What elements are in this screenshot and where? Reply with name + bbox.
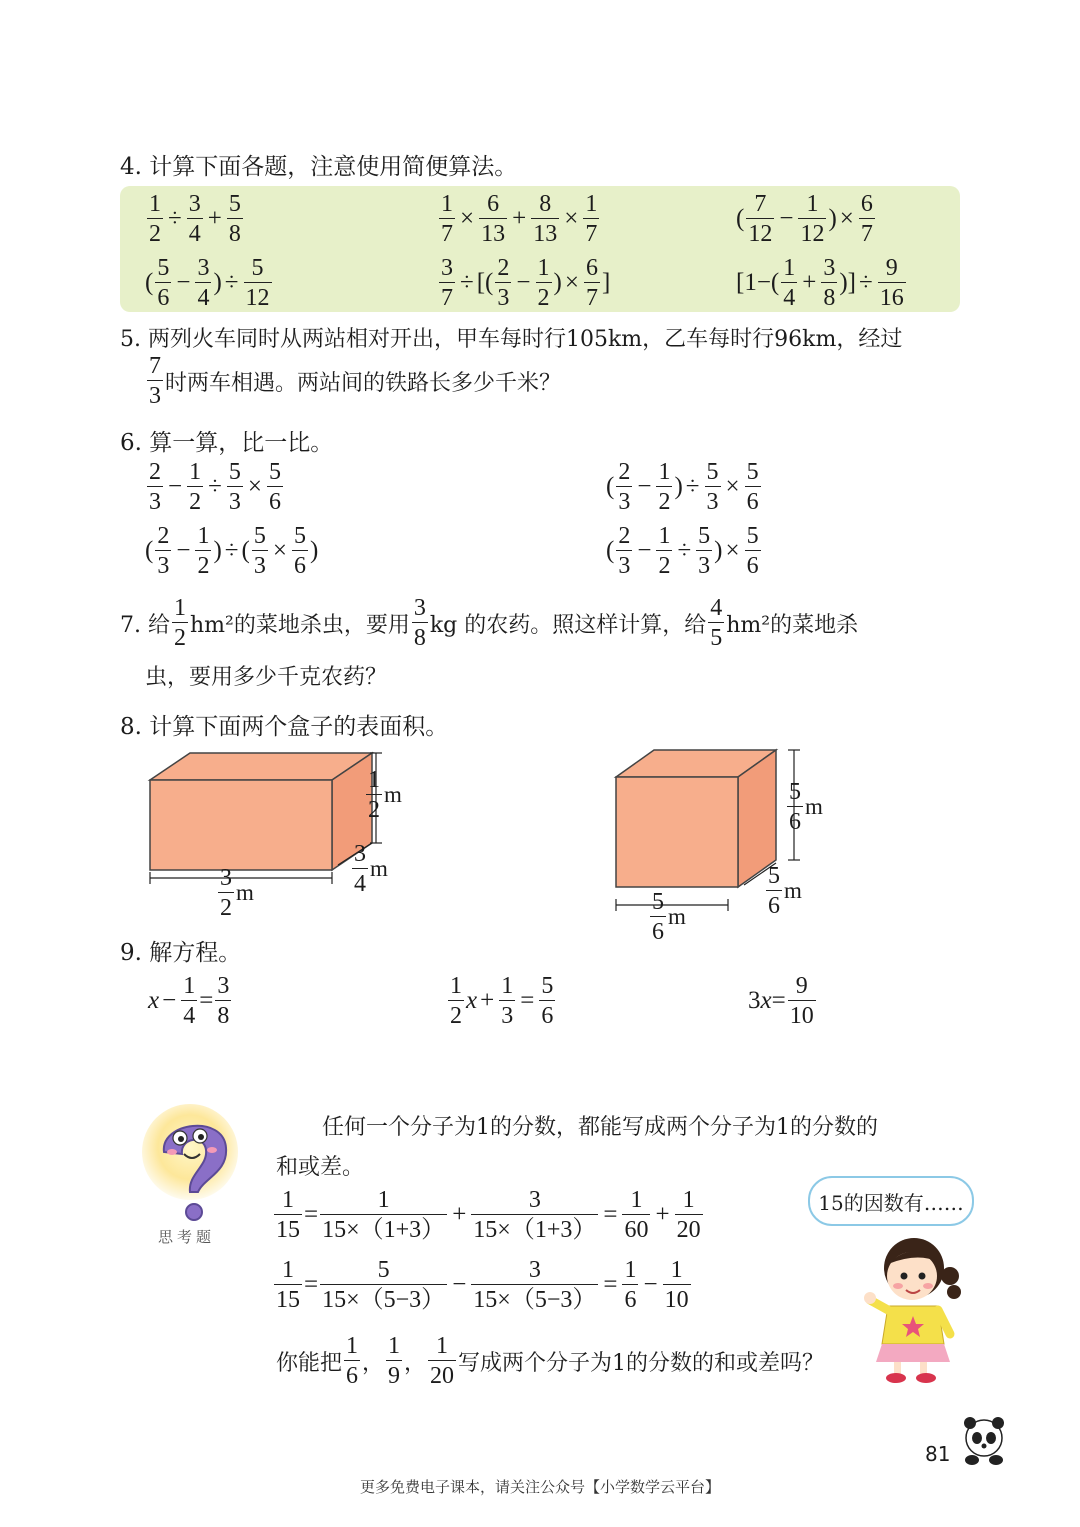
q6-title: 6. 算一算，比一比。 xyxy=(120,430,334,456)
footer-note: 更多免费电子课本，请关注公众号【小学数学云平台】 xyxy=(359,1478,720,1496)
q4-expr-3: ( $\frac{7}{12}$ − $\frac{1}{12}$ ) × $\frac{6}{7}$ xyxy=(736,191,873,247)
panda-icon xyxy=(956,1412,1012,1470)
think-question: 你能把 $\frac{1}{6}$ ， $\frac{1}{9}$ ， $\frac{1}{20}$ 写成两个分子为1的分数的和或差吗？ xyxy=(276,1333,825,1389)
q4-expr-1: $\frac{1}{2}$ ÷ $\frac{3}{4}$ + $\frac{5}{8}$ xyxy=(149,191,241,247)
box-2-width-label: $\frac{5}{6}$ m xyxy=(768,863,802,919)
box-2-height-label: $\frac{5}{6}$ m xyxy=(789,779,823,835)
box-1-height-label: $\frac{1}{2}$ m xyxy=(368,767,402,823)
page-number: 81 xyxy=(925,1442,951,1466)
box-1-length-label: $\frac{3}{2}$ m xyxy=(220,865,254,921)
q9-equation-1: x − $\frac{1}{4}$ = $\frac{3}{8}$ xyxy=(148,973,230,1029)
q4-expr-4: ( $\frac{5}{6}$ − $\frac{3}{4}$ ) ÷ $\frac{5}{12}$ xyxy=(145,255,270,311)
q4-expr-2: $\frac{1}{7}$ × $\frac{6}{13}$ + $\frac{8}{13}$ × $\frac{1}{7}$ xyxy=(441,191,598,247)
q7-line-2: 虫，要用多少千克农药？ xyxy=(145,665,388,690)
box-2-length-label: $\frac{5}{6}$ m xyxy=(652,889,686,945)
q4-expr-6: [1−( $\frac{1}{4}$ + $\frac{3}{8}$ )] ÷ $\frac{9}{16}$ xyxy=(736,255,904,311)
q9-equation-2: $\frac{1}{2}$ x + $\frac{1}{3}$ = $\frac{5}{6}$ xyxy=(450,973,554,1029)
q9-title: 9. 解方程。 xyxy=(120,940,242,966)
q5-line-2: $\frac{7}{3}$ 时两车相遇。两站间的铁路长多少千米？ xyxy=(149,353,562,409)
box-1-front-face xyxy=(150,780,332,870)
think-example-2: $\frac{1}{15}$ = $\frac{5}{15\times(5-3)}$ − $\frac{3}{15\times(5-3)}$ = $\frac{1}{6}$ − $\frac{1}{10}$ xyxy=(276,1257,689,1313)
q9-equation-3: 3 x = $\frac{9}{10}$ xyxy=(748,973,814,1029)
think-intro-line-2: 和或差。 xyxy=(276,1155,365,1180)
q6-expr-2: ( $\frac{2}{3}$ − $\frac{1}{2}$ ) ÷ $\frac{5}{3}$ × $\frac{5}{6}$ xyxy=(606,459,759,515)
q8-title: 8. 计算下面两个盒子的表面积。 xyxy=(120,714,449,740)
q5-line-1: 5. 两列火车同时从两站相对开出，甲车每时行105km，乙车每时行96km，经过 xyxy=(120,327,903,352)
box-2-front-face xyxy=(616,777,738,887)
think-example-1: $\frac{1}{15}$ = $\frac{1}{15\times(1+3)}$ + $\frac{3}{15\times(1+3)}$ = $\frac{1}{60}$ + $\frac{1}{20}$ xyxy=(276,1187,701,1243)
think-label: 思考题 xyxy=(158,1228,216,1246)
q4-expr-5: $\frac{3}{7}$ ÷ [( $\frac{2}{3}$ − $\frac{1}{2}$ ) × $\frac{6}{7}$ ] xyxy=(441,255,611,311)
speech-bubble: 15的因数有…… xyxy=(808,1176,974,1226)
box-1-width-label: $\frac{3}{4}$ m xyxy=(354,841,388,897)
q7-line-1: 7. 给 $\frac{1}{2}$ hm²的菜地杀虫，要用 $\frac{3}{8}$ kg 的农药。照这样计算，给 $\frac{4}{5}$ hm²的菜地杀 xyxy=(120,595,859,651)
q6-expr-1: $\frac{2}{3}$ − $\frac{1}{2}$ ÷ $\frac{5}{3}$ × $\frac{5}{6}$ xyxy=(149,459,281,515)
q6-expr-3: ( $\frac{2}{3}$ − $\frac{1}{2}$ ) ÷ ( $\frac{5}{3}$ × $\frac{5}{6}$ ) xyxy=(145,523,319,579)
q6-expr-4: ( $\frac{2}{3}$ − $\frac{1}{2}$ ÷ $\frac{5}{3}$ ) × $\frac{5}{6}$ xyxy=(606,523,759,579)
question-mark-mascot-icon xyxy=(146,1108,238,1226)
q4-title: 4. 计算下面各题，注意使用简便算法。 xyxy=(120,154,518,180)
girl-character-icon xyxy=(858,1226,968,1386)
think-intro-line-1: 任何一个分子为1的分数，都能写成两个分子为1的分数的 xyxy=(322,1115,878,1140)
